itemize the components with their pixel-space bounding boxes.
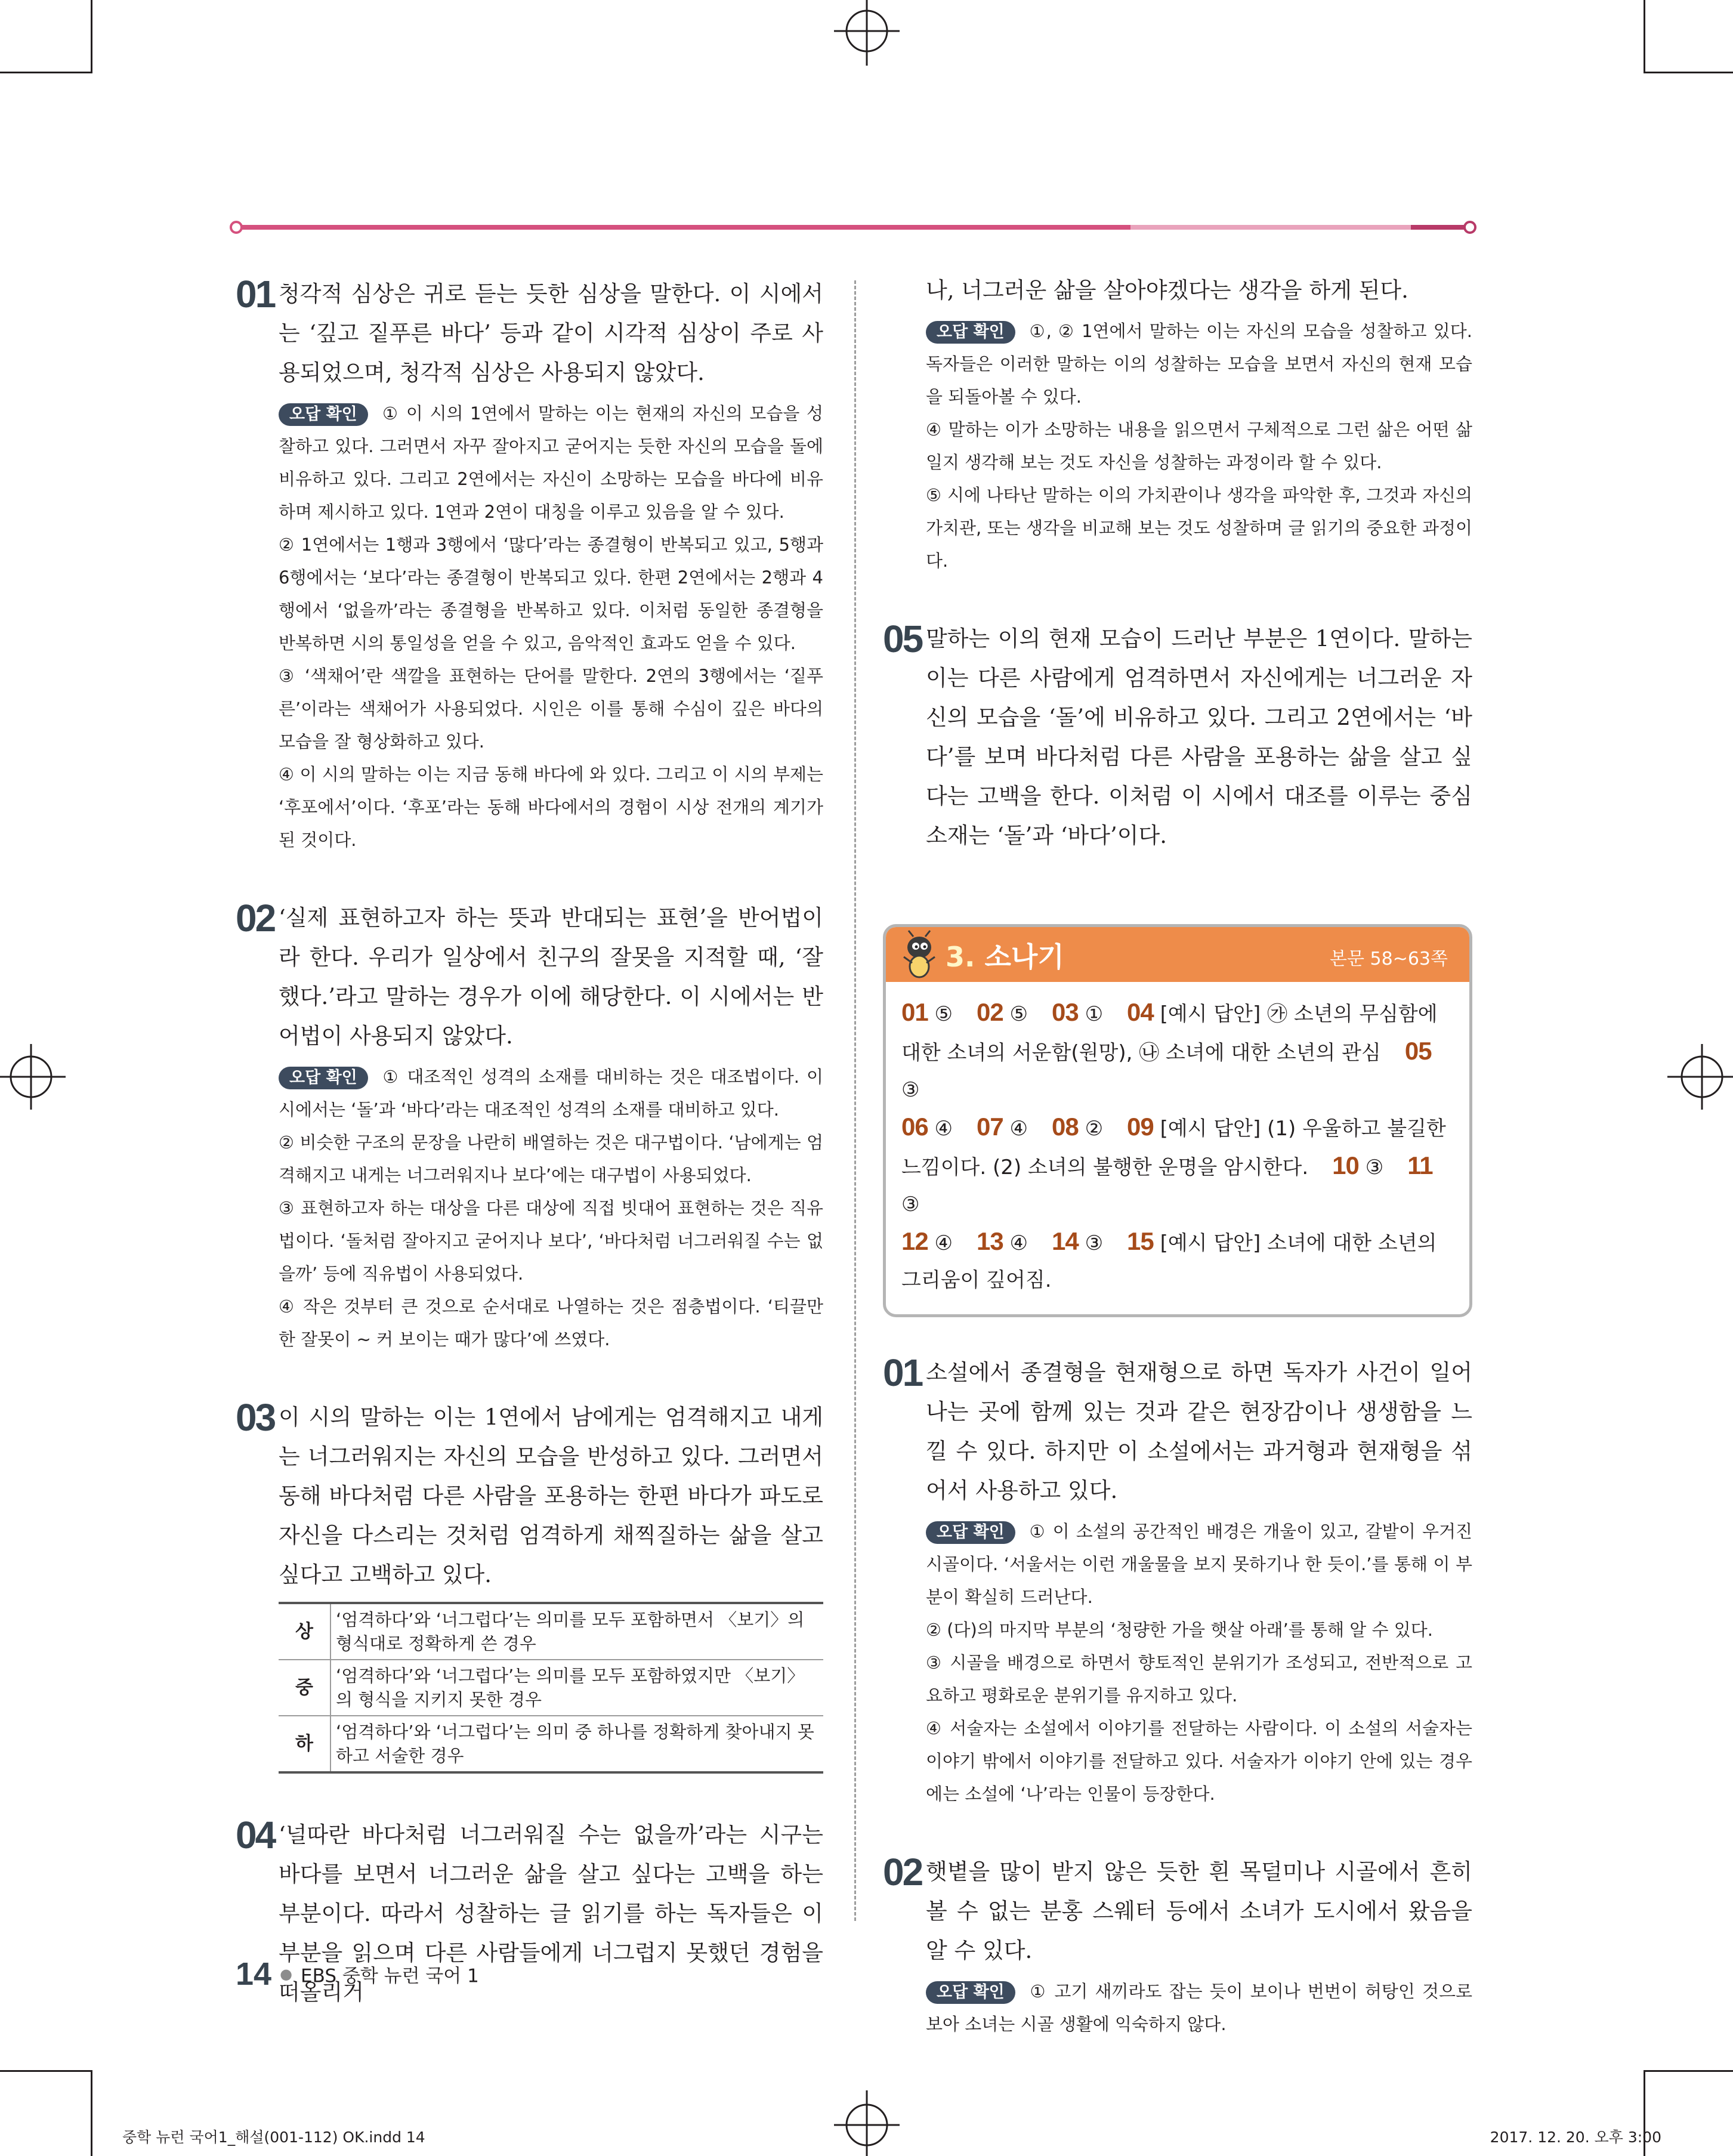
answer-item: [1052, 1113, 1104, 1141]
registration-mark-icon: [834, 2090, 900, 2156]
answer-value: ④: [934, 1117, 953, 1141]
section-title: [946, 935, 1064, 975]
print-slug-date: 2017. 12. 20. 오후 3:00: [1490, 2129, 1661, 2146]
spacer: [236, 857, 823, 898]
question-05: [883, 619, 1472, 855]
section-number: 3.: [946, 941, 975, 973]
explanation-item: ① 이 시의 1연에서 말하는 이는 현재의 자신의 모습을 성찰하고 있다. 그러면서 자꾸 잘아지고 굳어지는 듯한 자신의 모습을 돌에 비유하고 있다. 그리고 2연에서는 자신이 소망하는 모습을 바다에 비유하며 제시하고 있다. 1연과 2연이 대칭을 이루고 있음을 알 수 있다.: [279, 403, 823, 522]
wrong-answer-badge: 오답 확인: [279, 403, 368, 426]
book-title: EBS 중학 뉴런 국어 1: [301, 1965, 479, 1987]
answer-explanation: ‘널따란 바다처럼 너그러워질 수는 없을까’라는 시구는 바다를 보면서 너그러운 삶을 살고 싶다는 고백을 하는 부분이다. 따라서 성찰하는 글 읽기를 하는 독자들은 이 부분을 읽으며 다른 사람들에게 너그럽지 못했던 경험을 떠올리거: [279, 1822, 823, 2005]
answer-value: ④: [1009, 1117, 1028, 1141]
answer-item: [901, 998, 953, 1026]
section-header: [886, 927, 1469, 982]
grade-criteria: ‘엄격하다’와 ‘너그럽다’는 의미 중 하나를 정확하게 찾아내지 못하고 서술한 경우: [330, 1716, 823, 1772]
print-slug-file: 중학 뉴런 국어1_해설(001-112) OK.indd 14: [122, 2129, 425, 2146]
question-number: 02: [236, 897, 275, 940]
wrong-answer-badge: 오답 확인: [926, 321, 1015, 344]
grade-level: 상: [279, 1603, 330, 1660]
explanation-item: ④ 말하는 이가 소망하는 내용을 읽으면서 구체적으로 그런 삶은 어떤 삶일지 생각해 보는 것도 자신을 성찰하는 과정이라 할 수 있다.: [926, 419, 1472, 472]
explanation-item: ③ 시골을 배경으로 하면서 향토적인 분위기가 조성되고, 전반적으로 고요하고 평화로운 분위기를 유지하고 있다.: [926, 1652, 1472, 1706]
section-answer-box: [883, 924, 1472, 1317]
spacer: [883, 1811, 1472, 1852]
grade-criteria: ‘엄격하다’와 ‘너그럽다’는 의미를 모두 포함하였지만 〈보기〉의 형식을 지키지 못한 경우: [330, 1660, 823, 1716]
explanation-item: ② (다)의 마지막 부분의 ‘청량한 가을 햇살 아래’를 통해 알 수 있다.: [926, 1620, 1434, 1640]
answer-explanation: 소설에서 종결형을 현재형으로 하면 독자가 사건이 일어나는 곳에 함께 있는 것과 같은 현장감이나 생생함을 느낄 수 있다. 하지만 이 소설에서는 과거형과 현재형을 섞어서 사용하고 있다.: [926, 1360, 1472, 1503]
question-s01: [883, 1353, 1472, 1811]
explanation-item: ② 1연에서는 1행과 3행에서 ‘많다’라는 종결형이 반복되고 있고, 5행과 6행에서는 ‘보다’라는 종결형이 반복되고 있다. 한편 2연에서는 2행과 4행에서 ‘없을까’라는 종결형을 반복하고 있다. 이처럼 동일한 종결형을 반복하면 시의 통일성을 얻을 수 있고, 음악적인 효과도 얻을 수 있다.: [279, 535, 823, 653]
answer-item: [901, 1113, 953, 1141]
answer-explanation: 햇볕을 많이 받지 않은 듯한 흰 목덜미나 시골에서 흔히 볼 수 없는 분홍 스웨터 등에서 소녀가 도시에서 왔음을 알 수 있다.: [926, 1859, 1472, 1963]
registration-mark-icon: [834, 0, 900, 66]
answer-number: 03: [1052, 998, 1079, 1026]
wrong-answer-check: [926, 1975, 1472, 2041]
bullet-icon: ●: [280, 1966, 293, 1982]
wrong-answer-badge: 오답 확인: [279, 1067, 368, 1089]
explanation-item: ⑤ 시에 나타난 말하는 이의 가치관이나 생각을 파악한 후, 그것과 자신의 가치관, 또는 생각을 비교해 보는 것도 성찰하며 글 읽기의 중요한 과정이다.: [926, 485, 1472, 571]
answer-item: [977, 1113, 1028, 1141]
crop-mark: [91, 2070, 92, 2156]
wrong-answer-check: [926, 1515, 1472, 1811]
column-divider: [854, 280, 856, 1921]
explanation-item: ④ 서술자는 소설에서 이야기를 전달하는 사람이다. 이 소설의 서술자는 이야기 밖에서 이야기를 전달하고 있다. 서술자가 이야기 안에 있는 경우에는 소설에 ‘나’라는 인물이 등장한다.: [926, 1718, 1472, 1804]
explanation-item: ① 대조적인 성격의 소재를 대비하는 것은 대조법이다. 이 시에서는 ‘돌’과 ‘바다’라는 대조적인 성격의 소재를 대비하고 있다.: [279, 1067, 823, 1120]
answer-explanation: ‘실제 표현하고자 하는 뜻과 반대되는 표현’을 반어법이라 한다. 우리가 일상에서 친구의 잘못을 지적할 때, ‘잘했다.’라고 말하는 경우가 이에 해당한다. 이 시에서는 반어법이 사용되지 않았다.: [279, 905, 823, 1049]
grading-table: [279, 1602, 823, 1774]
wrong-answer-badge: 오답 확인: [926, 1981, 1015, 2004]
answer-explanation: 나, 너그러운 삶을 살아야겠다는 생각을 하게 된다.: [926, 277, 1408, 303]
answer-value: ④: [1009, 1231, 1028, 1255]
explanation-item: ① 고기 새끼라도 잡는 듯이 보이나 번번이 허탕인 것으로 보아 소녀는 시골 생활에 익숙하지 않다.: [926, 1981, 1472, 2034]
crop-mark: [0, 72, 92, 73]
question-03: [236, 1398, 823, 1774]
crop-mark: [0, 2070, 92, 2072]
explanation-item: ①, ② 1연에서 말하는 이는 자신의 모습을 성찰하고 있다. 독자들은 이러한 말하는 이의 성찰하는 모습을 보면서 자신의 현재 모습을 되돌아볼 수 있다.: [926, 321, 1472, 407]
answer-value: [예시 답안] 소녀에 대한 소년의 그리움이 깊어짐.: [901, 1231, 1437, 1292]
crop-mark: [1644, 2070, 1733, 2072]
right-column: [883, 274, 1472, 2041]
answer-number: 13: [977, 1227, 1003, 1255]
answer-number: 09: [1127, 1113, 1154, 1141]
registration-mark-icon: [1667, 1044, 1733, 1110]
answer-number: 08: [1052, 1113, 1079, 1141]
explanation-item: ① 이 소설의 공간적인 배경은 개울이 있고, 갈밭이 우거진 시골이다. ‘서울서는 이런 개울물을 보지 못하기나 한 듯이.’를 통해 이 부분이 확실히 드러난다.: [926, 1521, 1472, 1607]
question-02: [236, 898, 823, 1356]
answer-number: 02: [977, 998, 1003, 1026]
question-number: 03: [236, 1396, 275, 1439]
table-row: [279, 1716, 823, 1772]
wrong-answer-check: [279, 397, 823, 857]
answer-number: 12: [901, 1227, 928, 1255]
question-01: [236, 274, 823, 857]
answer-value: ③: [901, 1193, 920, 1216]
left-column: [236, 274, 823, 2012]
table-row: [279, 1660, 823, 1716]
section-name: 소나기: [984, 941, 1064, 973]
spacer: [883, 577, 1472, 619]
question-number: 02: [883, 1851, 922, 1894]
wrong-answer-badge: 오답 확인: [926, 1521, 1015, 1544]
grade-criteria: ‘엄격하다’와 ‘너그럽다’는 의미를 모두 포함하면서 〈보기〉의 형식대로 정확하게 쓴 경우: [330, 1603, 823, 1660]
crop-mark: [1644, 72, 1733, 73]
explanation-item: ③ ‘색채어’란 색깔을 표현하는 단어를 말한다. 2연의 3행에서는 ‘짙푸른’이라는 색채어가 사용되었다. 시인은 이를 통해 수심이 깊은 바다의 모습을 잘 형상화하고 있다.: [279, 666, 823, 752]
crop-mark: [91, 0, 92, 72]
question-number: 05: [883, 617, 922, 660]
answer-value: ③: [1365, 1156, 1384, 1179]
answer-value: ③: [901, 1078, 920, 1102]
answer-item: [1052, 998, 1104, 1026]
answer-item: [901, 1227, 953, 1255]
answer-value: [예시 답안] ㉮ 소년의 무심함에 대한 소녀의 서운함(원망), ㉯ 소녀에 대한 소년의 관심: [901, 1002, 1438, 1065]
wrong-answer-check: [926, 315, 1472, 577]
grade-level: 하: [279, 1716, 330, 1772]
crop-mark: [1644, 0, 1645, 72]
wrong-answer-check: [279, 1061, 823, 1356]
question-number: 04: [236, 1814, 275, 1857]
question-s02: [883, 1852, 1472, 2041]
header-decoration-bar: [230, 221, 1476, 234]
answer-item: [977, 1227, 1028, 1255]
answer-number: 04: [1127, 998, 1154, 1026]
answer-explanation: 말하는 이의 현재 모습이 드러난 부분은 1연이다. 말하는 이는 다른 사람에게 엄격하면서 자신에게는 너그러운 자신의 모습을 ‘돌’에 비유하고 있다. 그리고 2연에서는 ‘바다’를 보며 바다처럼 다른 사람을 포용하는 삶을 살고 싶다는 고백을 한다. 이처럼 이 시에서 대조를 이루는 중심 소재는 ‘돌’과 ‘바다’이다.: [926, 626, 1472, 848]
table-row: [279, 1603, 823, 1660]
answer-number: 14: [1052, 1227, 1079, 1255]
spacer: [883, 1317, 1472, 1353]
registration-mark-icon: [0, 1044, 66, 1110]
answer-value: ③: [1085, 1231, 1104, 1255]
answer-key: [886, 982, 1469, 1314]
answer-value: ⑤: [934, 1002, 953, 1026]
answer-number: 07: [977, 1113, 1003, 1141]
answer-number: 06: [901, 1113, 928, 1141]
answer-value: ①: [1085, 1002, 1104, 1026]
question-number: 01: [236, 273, 275, 316]
answer-item: [1052, 1227, 1104, 1255]
explanation-item: ④ 이 시의 말하는 이는 지금 동해 바다에 와 있다. 그리고 이 시의 부제는 ‘후포에서’이다. ‘후포’라는 동해 바다에서의 경험이 시상 전개의 계기가 된 것이다.: [279, 764, 823, 850]
spacer: [236, 1774, 823, 1815]
answer-value: [예시 답안] (1) 우울하고 불길한 느낌이다. (2) 소녀의 불행한 운명을 암시한다.: [901, 1117, 1446, 1179]
answer-item: [1332, 1151, 1384, 1179]
page-number: 14: [236, 1956, 272, 1992]
explanation-item: ③ 표현하고자 하는 대상을 다른 대상에 직접 빗대어 표현하는 것은 직유법이다. ‘돌처럼 잘아지고 굳어지나 보다’, ‘바다처럼 너그러워질 수는 없을까’ 등에 직유법이 사용되었다.: [279, 1198, 823, 1284]
section-page-range: 본문 58~63쪽: [1330, 949, 1448, 969]
answer-item: [977, 998, 1028, 1026]
page-footer: [236, 1956, 479, 1993]
mascot-icon: [897, 929, 943, 980]
answer-number: 11: [1407, 1151, 1433, 1179]
explanation-item: ② 비슷한 구조의 문장을 나란히 배열하는 것은 대구법이다. ‘남에게는 엄격해지고 내게는 너그러워지나 보다’에는 대구법이 사용되었다.: [279, 1132, 823, 1185]
answer-explanation: 이 시의 말하는 이는 1연에서 남에게는 엄격해지고 내게는 너그러워지는 자신의 모습을 반성하고 있다. 그러면서 동해 바다처럼 다른 사람을 포용하는 한편 바다가 파도로 자신을 다스리는 것처럼 엄격하게 채찍질하는 삶을 살고 싶다고 고백하고 있다.: [279, 1404, 823, 1587]
answer-value: ②: [1085, 1117, 1104, 1141]
question-04-continued: [883, 271, 1472, 577]
question-number: 01: [883, 1351, 922, 1394]
answer-number: 01: [901, 998, 928, 1026]
answer-number: 15: [1127, 1227, 1154, 1255]
spacer: [236, 1356, 823, 1398]
answer-value: ⑤: [1009, 1002, 1028, 1026]
explanation-item: ④ 작은 것부터 큰 것으로 순서대로 나열하는 것은 점층법이다. ‘티끌만 한 잘못이 ~ 커 보이는 때가 많다’에 쓰였다.: [279, 1296, 823, 1349]
answer-explanation: 청각적 심상은 귀로 듣는 듯한 심상을 말한다. 이 시에서는 ‘깊고 짙푸른 바다’ 등과 같이 시각적 심상이 주로 사용되었으며, 청각적 심상은 사용되지 않았다.: [279, 281, 823, 385]
answer-value: ④: [934, 1231, 953, 1255]
answer-number: 05: [1404, 1037, 1432, 1065]
grade-level: 중: [279, 1660, 330, 1716]
answer-number: 10: [1332, 1151, 1359, 1179]
